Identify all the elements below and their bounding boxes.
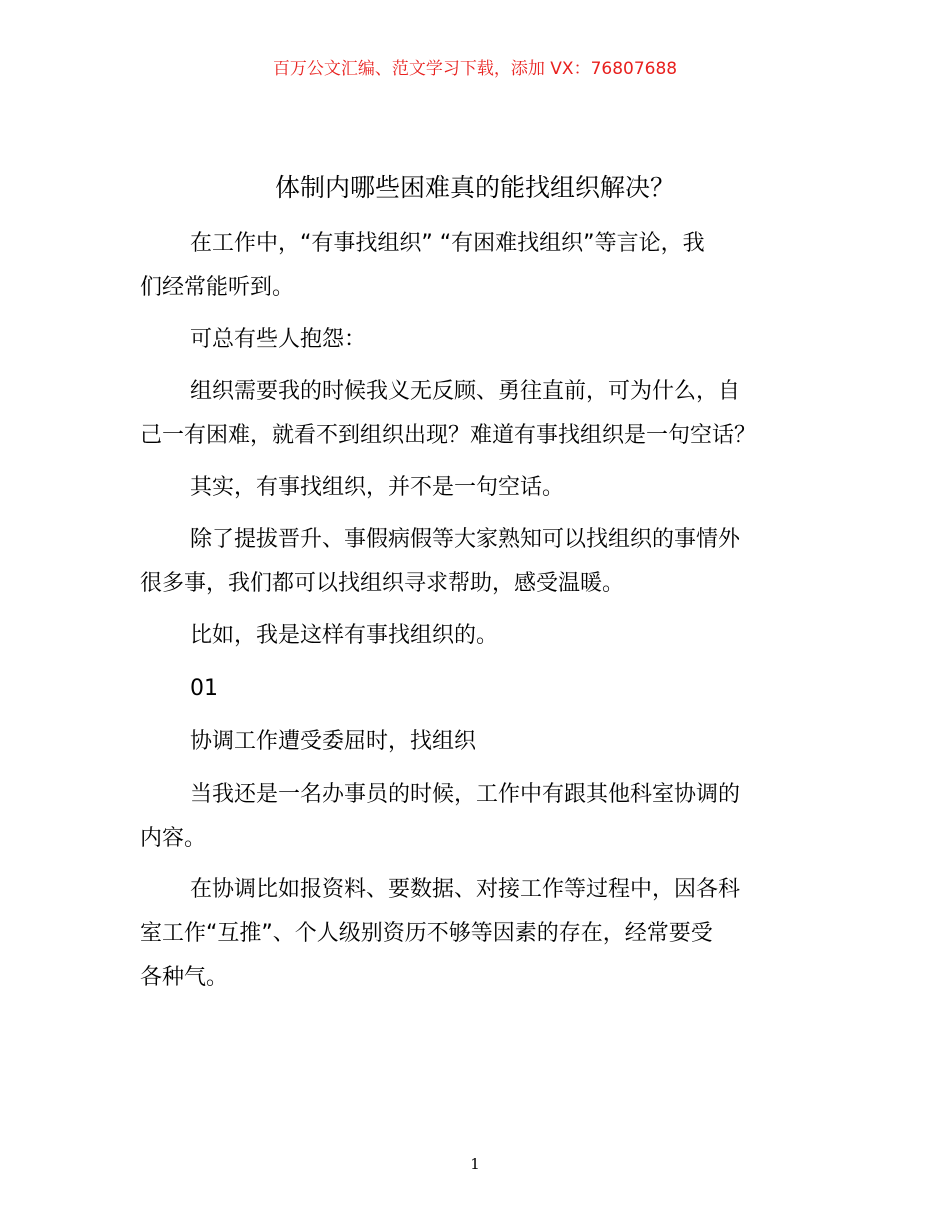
paragraph-line: 各种气。 [140, 965, 229, 990]
paragraph [140, 222, 830, 310]
paragraph-line: 内容。 [140, 826, 207, 851]
section-number [140, 667, 830, 711]
paragraph [140, 370, 830, 458]
page-number: 1 [470, 1155, 480, 1173]
paragraph-line: 其实，有事找组织，并不是一句空话。 [190, 475, 565, 500]
paragraph-line: 可总有些人抱怨： [190, 327, 367, 352]
paragraph-line: 比如，我是这样有事找组织的。 [190, 623, 499, 648]
section-heading [140, 720, 830, 764]
paragraph-line: 室工作“互推”、个人级别资历不够等因素的存在，经常要受 [140, 921, 713, 946]
paragraph [140, 466, 830, 510]
paragraph-line: 己一有困难，就看不到组织出现？难道有事找组织是一句空话？ [140, 423, 757, 448]
document-title: 体制内哪些困难真的能找组织解决？ [274, 173, 675, 202]
paragraph-line: 01 [190, 676, 218, 701]
paragraph [140, 518, 830, 606]
paragraph [140, 614, 830, 658]
paragraph-line: 当我还是一名办事员的时候，工作中有跟其他科室协调的 [190, 782, 741, 807]
paragraph-line: 在协调比如报资料、要数据、对接工作等过程中，因各科 [190, 877, 741, 902]
paragraph [140, 318, 830, 362]
paragraph-line: 在工作中，“有事找组织” “有困难找组织”等言论，我 [190, 231, 705, 256]
paragraph-line: 组织需要我的时候我义无反顾、勇往直前，可为什么，自 [190, 379, 741, 404]
paragraph-line: 很多事，我们都可以找组织寻求帮助，感受温暖。 [140, 571, 625, 596]
header-banner: 百万公文汇编、范文学习下载，添加 VX：76807688 [272, 59, 678, 79]
paragraph-line: 除了提拔晋升、事假病假等大家熟知可以找组织的事情外 [190, 527, 741, 552]
paragraph-line: 协调工作遭受委屈时，找组织 [190, 729, 477, 754]
paragraph [140, 773, 830, 861]
paragraph-line: 们经常能听到。 [140, 275, 295, 300]
paragraph [140, 868, 830, 1000]
